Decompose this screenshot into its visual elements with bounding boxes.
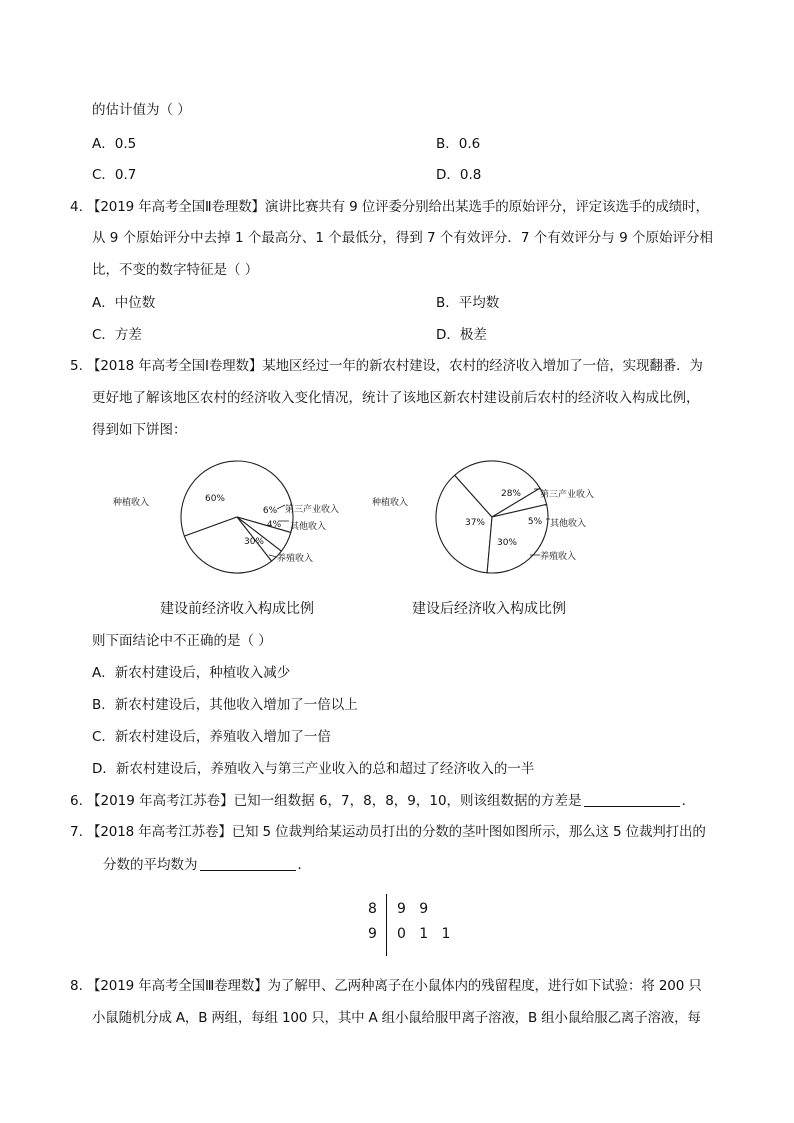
q7-end: ． bbox=[297, 857, 311, 873]
q7-answer-blank[interactable] bbox=[200, 856, 296, 871]
q6-number: 6. bbox=[70, 793, 83, 809]
q6-end: ． bbox=[681, 793, 696, 809]
q3-stem-tail: 的估计值为（ ） bbox=[92, 102, 191, 118]
q5-question: 则下面结论中不正确的是（ ） bbox=[92, 633, 272, 649]
pie-slice-label: 6% bbox=[262, 506, 278, 516]
pie-category-label: 养殖收入 bbox=[277, 554, 314, 564]
q4-option-a: A．中位数 bbox=[92, 295, 156, 311]
pie-slice-label: 28% bbox=[500, 489, 522, 499]
stem-value: 9 bbox=[368, 926, 377, 942]
q3-option-a: A．0.5 bbox=[92, 136, 137, 152]
q3-option-c: C．0.7 bbox=[92, 167, 137, 183]
pie-charts bbox=[0, 455, 794, 590]
stem-divider bbox=[386, 894, 387, 956]
pie-category-label: 第三产业收入 bbox=[285, 505, 340, 515]
q4-line-3: 比，不变的数字特征是（ ） bbox=[92, 262, 259, 278]
q3-option-d: D．0.8 bbox=[436, 167, 482, 183]
q7-line-2 bbox=[103, 856, 311, 874]
q7-number: 7. bbox=[70, 824, 83, 840]
pie-category-label: 其他收入 bbox=[550, 519, 587, 529]
q8-line-1: 【2019 年高考全国Ⅲ卷理数】为了解甲、乙两种离子在小鼠体内的残留程度，进行如下试验：将 200 只 bbox=[87, 978, 702, 994]
pie-caption-before: 建设前经济收入构成比例 bbox=[160, 601, 314, 617]
q5-option-a: A．新农村建设后，种植收入减少 bbox=[92, 665, 291, 681]
q8-line-2: 小鼠随机分成 A，B 两组，每组 100 只，其中 A 组小鼠给服甲离子溶液，B 组小鼠给服乙离子溶液，每 bbox=[92, 1010, 701, 1026]
q5-line-2: 更好地了解该地区农村的经济收入变化情况，统计了该地区新农村建设前后农村的经济收入构成比例， bbox=[92, 390, 700, 406]
pie-category-label: 第三产业收入 bbox=[540, 490, 595, 500]
q5-line-3: 得到如下饼图： bbox=[92, 422, 187, 438]
pie-slice-label: 30% bbox=[496, 538, 518, 548]
q5-option-c: C．新农村建设后，养殖收入增加了一倍 bbox=[92, 729, 331, 745]
pie-category-label: 养殖收入 bbox=[540, 552, 577, 562]
q3-option-b: B．0.6 bbox=[436, 136, 481, 152]
leaf-values: 0 1 1 bbox=[397, 926, 451, 942]
q4-line-2: 从 9 个原始评分中去掉 1 个最高分、1 个最低分，得到 7 个有效评分．7 个有效评分与 9 个原始评分相 bbox=[92, 230, 713, 246]
q5-option-d: D．新农村建设后，养殖收入与第三产业收入的总和超过了经济收入的一半 bbox=[92, 761, 535, 777]
pie-slice-label: 30% bbox=[243, 537, 265, 547]
leaf-values: 9 9 bbox=[397, 901, 429, 917]
q8-number: 8. bbox=[70, 978, 83, 994]
stem-value: 8 bbox=[368, 901, 377, 917]
q6-answer-blank[interactable] bbox=[584, 792, 680, 807]
pie-slice-label: 60% bbox=[204, 494, 226, 504]
q7-line-1: 【2018 年高考江苏卷】已知 5 位裁判给某运动员打出的分数的茎叶图如图所示，那么这 5 位裁判打出的 bbox=[87, 824, 706, 840]
q4-option-d: D．极差 bbox=[436, 327, 487, 343]
pie-category-label: 种植收入 bbox=[112, 498, 149, 508]
q4-line-1: 【2019 年高考全国Ⅱ卷理数】演讲比赛共有 9 位评委分别给出某选手的原始评分，评定该选手的成绩时， bbox=[87, 199, 709, 215]
pie-caption-after: 建设后经济收入构成比例 bbox=[412, 601, 566, 617]
pie-category-label: 其他收入 bbox=[290, 522, 327, 532]
pie-slice-label: 5% bbox=[527, 517, 543, 527]
pie-category-label: 种植收入 bbox=[371, 498, 408, 508]
q5-line-1: 【2018 年高考全国Ⅰ卷理数】某地区经过一年的新农村建设，农村的经济收入增加了一倍，实现翻番．为 bbox=[87, 358, 703, 374]
q5-number: 5. bbox=[70, 358, 83, 374]
q6-text: 【2019 年高考江苏卷】已知一组数据 6，7，8，8，9，10，则该组数据的方差是 bbox=[87, 793, 582, 809]
q4-option-c: C．方差 bbox=[92, 327, 142, 343]
q4-number: 4. bbox=[70, 199, 83, 215]
pie-slice-label: 37% bbox=[464, 518, 486, 528]
q4-option-b: B．平均数 bbox=[436, 295, 500, 311]
q7-line-2-text: 分数的平均数为 bbox=[103, 857, 198, 873]
q6-line bbox=[87, 792, 695, 810]
q5-option-b: B．新农村建设后，其他收入增加了一倍以上 bbox=[92, 697, 358, 713]
pie-slice-label: 4% bbox=[266, 520, 282, 530]
